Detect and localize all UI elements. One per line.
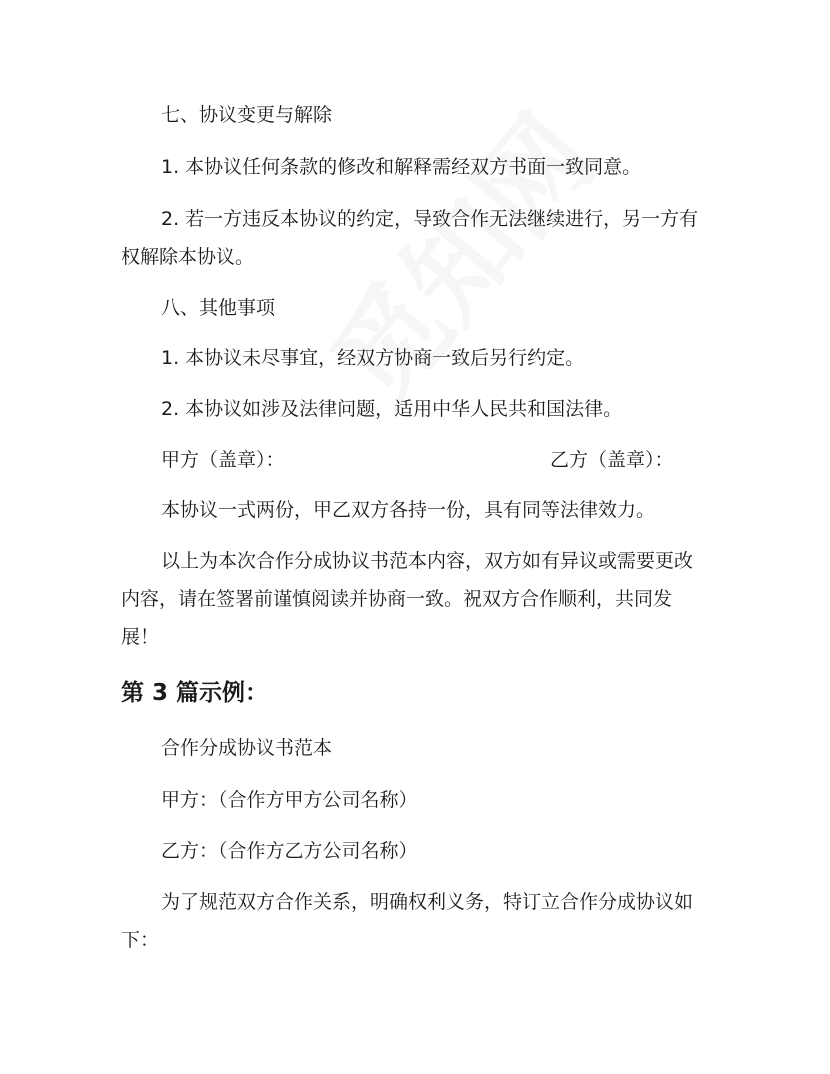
intro-line-2: 下： [121, 929, 160, 951]
section-7-item-1: 1. 本协议任何条款的修改和解释需经双方书面一致同意。 [161, 156, 642, 178]
section-7-title: 七、协议变更与解除 [161, 104, 333, 126]
closing-line-3: 展！ [121, 626, 160, 648]
section-7-item-2-line-2: 权解除本协议。 [121, 246, 255, 268]
closing-line-1: 以上为本次合作分成协议书范本内容，双方如有异议或需要更改 [161, 550, 694, 572]
watermark [290, 77, 623, 431]
agreement-title: 合作分成协议书范本 [161, 737, 333, 759]
example-3-heading: 第 3 篇示例： [121, 680, 269, 706]
intro-line-1: 为了规范双方合作关系，明确权利义务，特订立合作分成协议如 [161, 891, 694, 913]
party-b-name: 乙方：（合作方乙方公司名称） [161, 840, 418, 862]
party-a-name: 甲方：（合作方甲方公司名称） [161, 789, 418, 811]
signature-party-a: 甲方（盖章）： [161, 449, 285, 471]
section-7-item-2-line-1: 2. 若一方违反本协议的约定，导致合作无法继续进行，另一方有 [161, 208, 699, 230]
section-8-title: 八、其他事项 [161, 297, 276, 319]
closing-line-2: 内容，请在签署前谨慎阅读并协商一致。祝双方合作顺利，共同发 [121, 588, 673, 610]
section-8-item-1: 1. 本协议未尽事宜，经双方协商一致后另行约定。 [161, 347, 585, 369]
copies-note: 本协议一式两份，甲乙双方各持一份，具有同等法律效力。 [161, 499, 656, 521]
signature-party-b: 乙方（盖章）： [550, 449, 674, 471]
section-8-item-2: 2. 本协议如涉及法律问题，适用中华人民共和国法律。 [161, 398, 623, 420]
